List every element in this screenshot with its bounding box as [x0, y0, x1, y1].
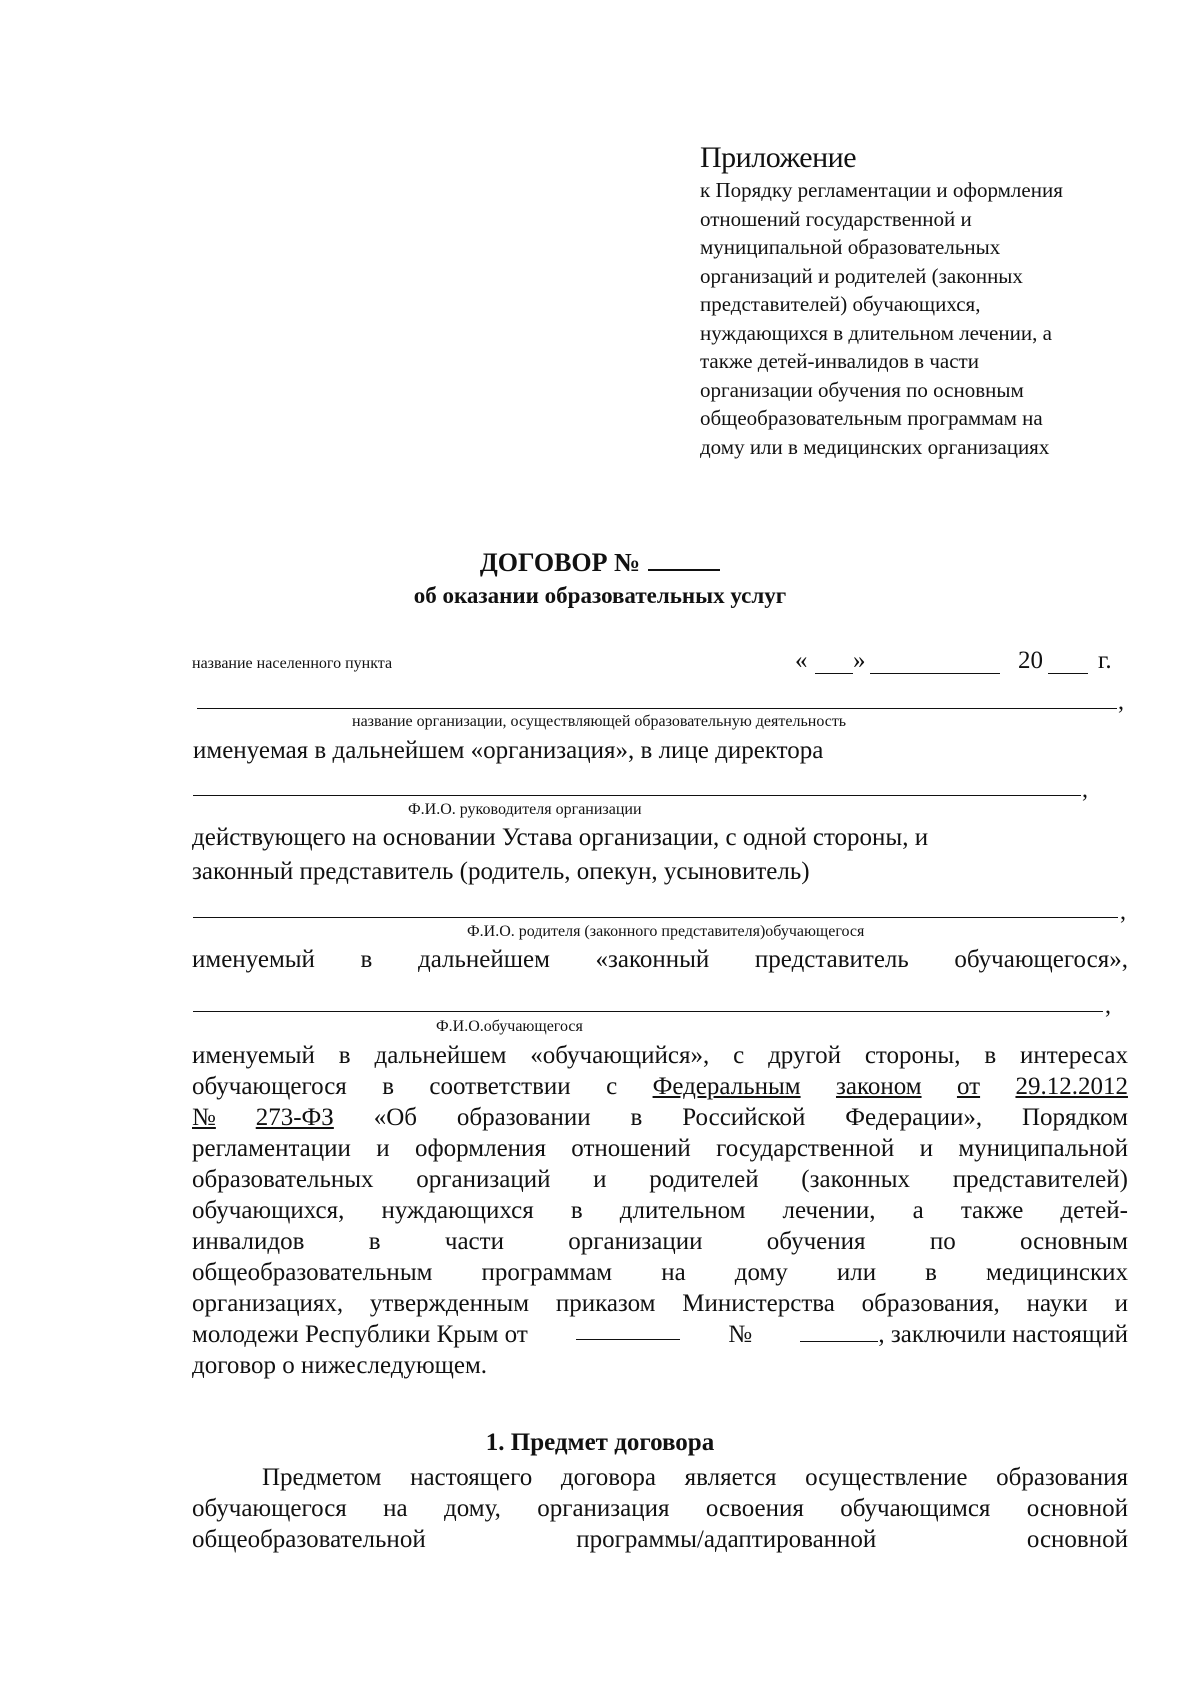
word: образовании: [456, 1104, 591, 1131]
word: обучения: [766, 1228, 866, 1255]
comma: ,: [1082, 777, 1088, 803]
parent-name-blank: [193, 917, 1118, 918]
order-number-blank: [800, 1321, 878, 1342]
appendix-line: организации обучения по основным: [700, 377, 1024, 402]
word: обучающимся: [840, 1495, 991, 1522]
appendix-title: Приложение: [700, 141, 857, 174]
word: обучающихся,: [192, 1197, 345, 1224]
word: освоения: [705, 1495, 804, 1522]
word: Министерства: [682, 1290, 835, 1317]
word: дому: [734, 1259, 788, 1286]
word: основной: [1026, 1526, 1128, 1553]
word: нуждающихся: [381, 1197, 534, 1224]
word: и: [1114, 1290, 1128, 1317]
student-caption: Ф.И.О.обучающегося: [436, 1018, 583, 1035]
word: родителей: [649, 1166, 759, 1193]
word: с: [606, 1073, 618, 1100]
word: оформления: [414, 1135, 546, 1162]
law-link[interactable]: законом: [835, 1073, 922, 1100]
word: обучающегося»,: [954, 946, 1128, 973]
appendix-line: также детей-инвалидов в части: [700, 349, 979, 373]
word: именуемый: [192, 946, 315, 973]
word: стороны,: [864, 1042, 961, 1069]
appendix-line: нуждающихся в длительном лечении, а: [700, 320, 1052, 345]
word: «Об: [373, 1104, 417, 1131]
appendix-line: общеобразовательным программам на: [700, 406, 1043, 430]
org-name-blank: [197, 708, 1117, 709]
contract-subtitle: об оказании образовательных услуг: [413, 583, 787, 608]
word: организациях,: [192, 1290, 344, 1317]
contract-title: [0, 547, 1200, 579]
word: Порядком: [1022, 1104, 1128, 1131]
word: инвалидов: [192, 1228, 305, 1255]
word: части: [444, 1228, 504, 1255]
word: является: [684, 1464, 777, 1491]
word: дальнейшем: [417, 946, 550, 973]
text-run: №: [728, 1321, 753, 1348]
law-link[interactable]: №: [192, 1104, 216, 1131]
word: в: [368, 1228, 381, 1255]
word: или: [836, 1259, 877, 1286]
parent-caption: Ф.И.О. родителя (законного представителя)обучающегося: [467, 923, 865, 940]
word: в: [382, 1073, 395, 1100]
word: соответствии: [429, 1073, 571, 1100]
word: приказом: [555, 1290, 656, 1317]
justified-line: [192, 1195, 1128, 1226]
word: детей-: [1060, 1197, 1128, 1224]
word: именуемый: [192, 1042, 315, 1069]
order-number-group: [800, 1319, 1128, 1350]
date-month-blank: [870, 673, 1000, 674]
appendix-line: дому или в медицинских организациях: [700, 434, 1050, 459]
word: муниципальной: [958, 1135, 1128, 1162]
word: в: [570, 1197, 583, 1224]
date-year-blank: [1048, 673, 1088, 674]
word: общеобразовательной: [192, 1526, 426, 1553]
acting-line-1: действующего на основании Устава организации, с одной стороны, и: [192, 824, 929, 851]
justified-line: [192, 1102, 1128, 1133]
word: длительном: [619, 1197, 746, 1224]
word: в: [360, 946, 373, 973]
word: общеобразовательным: [192, 1259, 433, 1286]
law-link[interactable]: от: [956, 1073, 981, 1100]
word: государственной: [716, 1135, 895, 1162]
appendix-line: отношений государственной и: [700, 206, 972, 231]
appendix-line: муниципальной образовательных: [700, 235, 1001, 259]
text-run: молодежи Республики Крым от: [192, 1321, 528, 1348]
appendix-line: организаций и родителей (законных: [700, 263, 1023, 288]
word: в: [630, 1104, 643, 1131]
word: «обучающийся»,: [530, 1042, 710, 1069]
word: лечении,: [782, 1197, 876, 1224]
word: (законных: [801, 1166, 910, 1193]
word: и: [593, 1166, 607, 1193]
word: программы/адаптированной: [576, 1526, 877, 1553]
word: Предметом: [262, 1464, 382, 1491]
word: также: [960, 1197, 1024, 1224]
word: интересах: [1019, 1042, 1128, 1069]
word: медицинских: [986, 1259, 1128, 1286]
law-link[interactable]: 273-ФЗ: [255, 1104, 334, 1131]
justified-line: [192, 1524, 1128, 1555]
word: отношений: [571, 1135, 691, 1162]
section-1-paragraph: [192, 1462, 1128, 1555]
justified-line: [192, 1257, 1128, 1288]
word: представителей): [952, 1166, 1128, 1193]
word: основным: [1020, 1228, 1128, 1255]
word: договора: [560, 1464, 656, 1491]
org-named-text: именуемая в дальнейшем «организация», в лице директора: [193, 737, 824, 764]
law-link[interactable]: Федеральным: [652, 1073, 801, 1100]
appendix-line: представителей) обучающихся,: [700, 292, 981, 316]
justified-line: [192, 1319, 1128, 1350]
word: дому,: [444, 1495, 501, 1522]
word: обучающегося: [192, 1495, 347, 1522]
justified-line: [192, 1071, 1128, 1102]
head-name-blank: [193, 795, 1081, 796]
word: обучающегося: [192, 1073, 347, 1100]
appendix-line: к Порядку регламентации и оформления: [700, 178, 1063, 202]
word: и: [919, 1135, 933, 1162]
date-day-close-quote: »: [853, 647, 866, 674]
word: науки: [1026, 1290, 1088, 1317]
word: в: [338, 1042, 351, 1069]
date-year-suffix: г.: [1098, 647, 1112, 674]
law-link[interactable]: 29.12.2012: [1015, 1073, 1128, 1100]
word: организаций: [416, 1166, 551, 1193]
word: на: [661, 1259, 686, 1286]
comma: ,: [1120, 899, 1126, 925]
order-date-blank: [576, 1319, 680, 1340]
appendix-block: [700, 140, 1120, 461]
word: организация: [537, 1495, 670, 1522]
word: дальнейшем: [374, 1042, 507, 1069]
justified-line: [192, 1462, 1128, 1493]
word: в: [984, 1042, 997, 1069]
contract-number-blank: [648, 547, 720, 571]
word: Федерации»,: [845, 1104, 983, 1131]
word: в: [925, 1259, 937, 1286]
word: с: [733, 1042, 745, 1069]
acting-line-2: законный представитель (родитель, опекун, усыновитель): [192, 858, 810, 885]
justified-line: [192, 1164, 1128, 1195]
word: организации: [568, 1228, 703, 1255]
justified-line: [192, 1350, 1128, 1381]
word: «законный: [595, 946, 710, 973]
justified-line: [192, 1040, 1128, 1071]
org-caption: название организации, осуществляющей образовательную деятельность: [352, 713, 847, 730]
date-year-prefix: 20: [1018, 647, 1043, 674]
word: настоящего: [410, 1464, 533, 1491]
head-caption: Ф.И.О. руководителя организации: [408, 801, 642, 818]
date-day-open-quote: «: [795, 647, 808, 674]
justified-line: [192, 1133, 1128, 1164]
word: на: [383, 1495, 408, 1522]
word: программам: [481, 1259, 613, 1286]
word: и: [376, 1135, 390, 1162]
comma: ,: [1105, 993, 1111, 1019]
parent-named-line: [192, 944, 1128, 975]
text-run: , заключили настоящий: [878, 1321, 1128, 1348]
word: осуществление: [805, 1464, 968, 1491]
justified-line: [192, 1493, 1128, 1524]
word: а: [912, 1197, 924, 1224]
contract-title-text: ДОГОВОР №: [479, 548, 641, 577]
justified-line: [192, 1226, 1128, 1257]
text-run: договор о нижеследующем.: [192, 1352, 488, 1379]
word: образования: [996, 1464, 1128, 1491]
word: по: [929, 1228, 956, 1255]
word: другой: [768, 1042, 841, 1069]
section-1-heading: 1. Предмет договора: [485, 1429, 715, 1456]
word: основной: [1026, 1495, 1128, 1522]
student-name-blank: [193, 1011, 1103, 1012]
word: утвержденным: [369, 1290, 530, 1317]
date-day-blank: [815, 673, 853, 674]
comma: ,: [1118, 689, 1124, 715]
word: образования,: [861, 1290, 1000, 1317]
justified-line: [192, 1288, 1128, 1319]
word: Российской: [682, 1104, 806, 1131]
place-label: название населенного пункта: [192, 655, 393, 672]
word: регламентации: [192, 1135, 351, 1162]
word: образовательных: [192, 1166, 374, 1193]
intro-paragraph: [192, 1040, 1128, 1381]
word: представитель: [754, 946, 909, 973]
justified-line: [192, 944, 1128, 975]
